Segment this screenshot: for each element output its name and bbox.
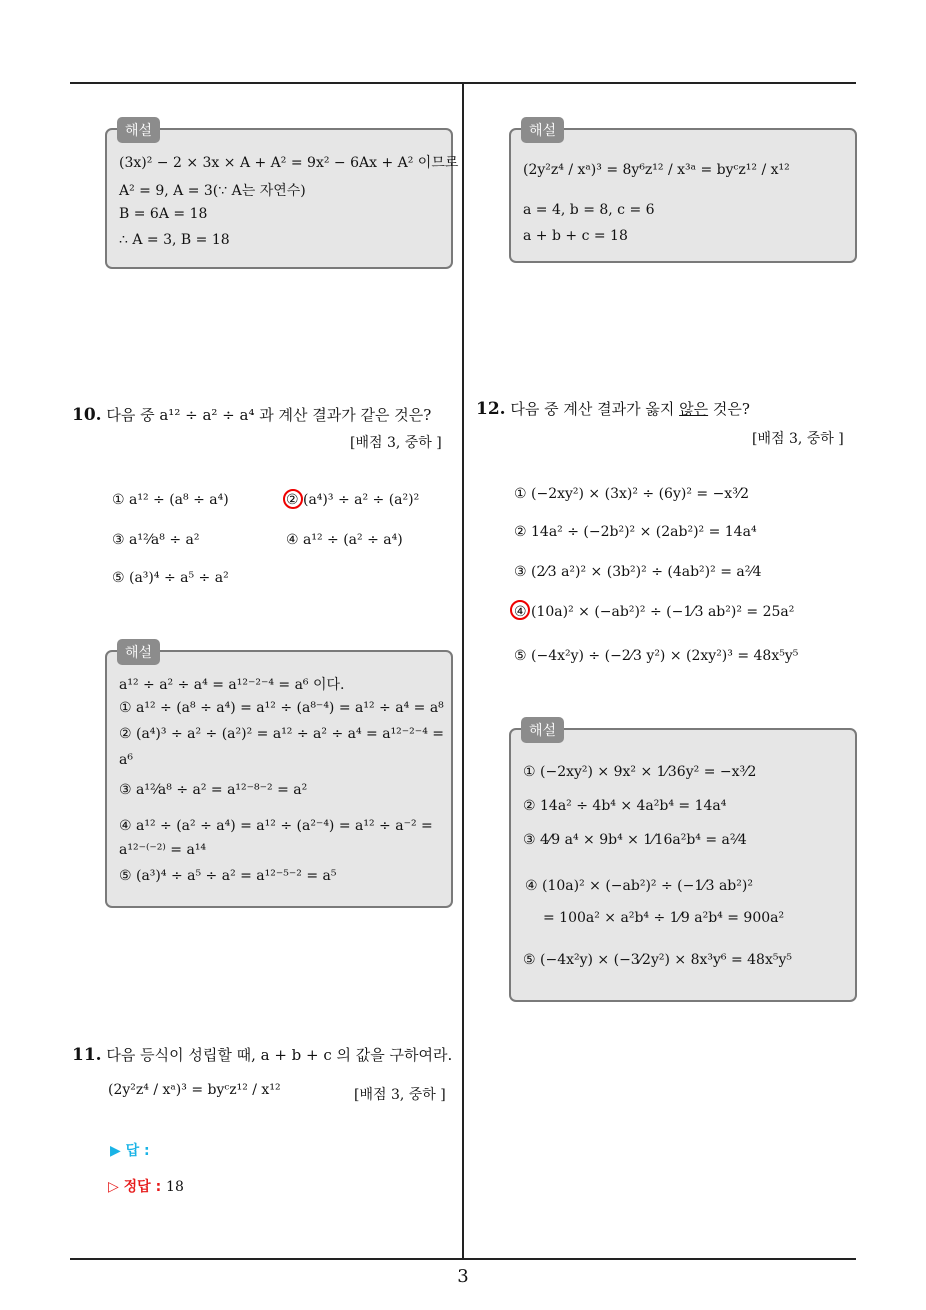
selected-answer-mark [510, 600, 530, 620]
question-text-start: 다음 중 계산 결과가 옳지 [510, 400, 680, 418]
correct-answer-label [108, 1176, 184, 1196]
answer-prompt: ▶ 답 : [110, 1143, 150, 1159]
option-4[interactable]: ④ a¹² ÷ (a² ÷ a⁴) [286, 532, 403, 548]
option-4[interactable]: ④ (10a)² × (−ab²)² ÷ (−1⁄3 ab²)² = 25a² [514, 604, 795, 620]
option-1[interactable]: ① a¹² ÷ (a⁸ ÷ a⁴) [112, 492, 229, 508]
explanation-tag: 해설 [521, 717, 564, 743]
solution-line: ⑤ (a³)⁴ ÷ a⁵ ÷ a² = a¹²⁻⁵⁻² = a⁵ [119, 868, 337, 884]
option-2[interactable]: ② (a⁴)³ ÷ a² ÷ (a²)² [286, 492, 420, 508]
solution-line: B = 6A = 18 [119, 206, 208, 222]
explanation-tag: 해설 [117, 639, 160, 665]
question-text: 다음 등식이 성립할 때, a + b + c 의 값을 구하여라. [106, 1046, 453, 1064]
question-text-end: 것은? [708, 400, 750, 418]
option-1[interactable]: ① (−2xy²) × (3x)² ÷ (6y)² = −x³⁄2 [514, 486, 750, 502]
solution-line: a = 4, b = 8, c = 6 [523, 202, 655, 218]
solution-line: ⑤ (−4x²y) × (−3⁄2y²) × 8x³y⁶ = 48x⁵y⁵ [523, 952, 792, 968]
question-10 [72, 404, 431, 425]
question-12 [476, 398, 750, 419]
correct-answer-value: 18 [166, 1179, 184, 1195]
correct-answer-prompt: ▷ 정답 : [108, 1179, 162, 1195]
points-label: [배점 3, 중하 ] [752, 431, 844, 447]
solution-line: a¹²⁻⁽⁻²⁾ = a¹⁴ [119, 842, 207, 858]
solution-line: A² = 9, A = 3(∵ A는 자연수) [119, 183, 306, 199]
question-formula: (2y²z⁴ / xᵃ)³ = byᶜz¹² / x¹² [108, 1082, 281, 1098]
option-5[interactable]: ⑤ (−4x²y) ÷ (−2⁄3 y²) × (2xy²)³ = 48x⁵y⁵ [514, 648, 799, 664]
question-text-emphasis: 않은 [679, 400, 709, 418]
solution-box-q12 [509, 723, 857, 1002]
option-2[interactable]: ② 14a² ÷ (−2b²)² × (2ab²)² = 14a⁴ [514, 524, 757, 540]
solution-line: (3x)² − 2 × 3x × A + A² = 9x² − 6Ax + A² 이므로 [119, 155, 459, 171]
option-3[interactable]: ③ a¹²⁄a⁸ ÷ a² [112, 532, 200, 548]
solution-line: a + b + c = 18 [523, 228, 628, 244]
solution-line: ③ 4⁄9 a⁴ × 9b⁴ × 1⁄16a²b⁴ = a²⁄4 [523, 832, 747, 848]
question-text: 다음 중 a¹² ÷ a² ÷ a⁴ 과 계산 결과가 같은 것은? [106, 406, 432, 424]
solution-line: = 100a² × a²b⁴ ÷ 1⁄9 a²b⁴ = 900a² [543, 910, 785, 926]
solution-line: ④ (10a)² × (−ab²)² ÷ (−1⁄3 ab²)² [525, 878, 753, 894]
explanation-tag: 해설 [521, 117, 564, 143]
explanation-tag: 해설 [117, 117, 160, 143]
points-label: [배점 3, 중하 ] [354, 1087, 446, 1103]
solution-line: ∴ A = 3, B = 18 [119, 232, 230, 248]
solution-line: ① a¹² ÷ (a⁸ ÷ a⁴) = a¹² ÷ (a⁸⁻⁴) = a¹² ÷ a⁴ = a⁸ [119, 700, 444, 716]
solution-line: ③ a¹²⁄a⁸ ÷ a² = a¹²⁻⁸⁻² = a² [119, 782, 308, 798]
solution-box-q10 [105, 645, 453, 908]
bottom-rule [70, 1258, 856, 1260]
solution-line: a⁶ [119, 752, 133, 768]
solution-line: ① (−2xy²) × 9x² × 1⁄36y² = −x³⁄2 [523, 764, 757, 780]
column-divider [462, 84, 464, 1259]
points-label: [배점 3, 중하 ] [350, 435, 442, 451]
page-number: 3 [457, 1266, 469, 1287]
question-number: 12. [476, 399, 506, 419]
solution-line: ④ a¹² ÷ (a² ÷ a⁴) = a¹² ÷ (a²⁻⁴) = a¹² ÷ a⁻² = [119, 818, 433, 834]
solution-box-q9 [105, 123, 459, 269]
solution-box-q11 [509, 123, 857, 263]
selected-answer-mark [283, 489, 303, 509]
solution-line: (2y²z⁴ / xᵃ)³ = 8y⁶z¹² / x³ᵃ = byᶜz¹² / x¹² [523, 162, 790, 178]
question-11 [72, 1044, 452, 1065]
solution-line: a¹² ÷ a² ÷ a⁴ = a¹²⁻²⁻⁴ = a⁶ 이다. [119, 677, 345, 693]
solution-line: ② 14a² ÷ 4b⁴ × 4a²b⁴ = 14a⁴ [523, 798, 727, 814]
question-number: 10. [72, 405, 102, 425]
option-3[interactable]: ③ (2⁄3 a²)² × (3b²)² ÷ (4ab²)² = a²⁄4 [514, 564, 762, 580]
question-number: 11. [72, 1045, 102, 1065]
solution-line: ② (a⁴)³ ÷ a² ÷ (a²)² = a¹² ÷ a² ÷ a⁴ = a¹²⁻²⁻⁴ = [119, 726, 444, 742]
option-5[interactable]: ⑤ (a³)⁴ ÷ a⁵ ÷ a² [112, 570, 229, 586]
